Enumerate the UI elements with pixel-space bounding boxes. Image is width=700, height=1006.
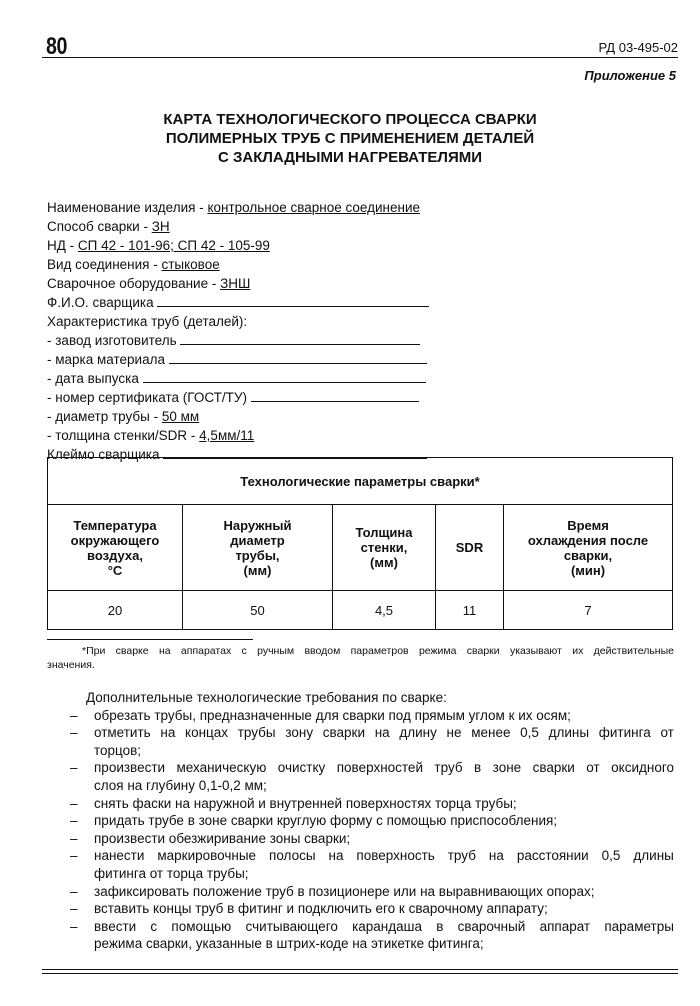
list-item-line: произвести механическую очистку поверхностей труб в зоне сварки от оксидного [94,760,674,776]
certificate-label: - номер сертификата (ГОСТ/ТУ) [47,390,247,405]
form-row-manufacturer [47,331,429,350]
list-item-line: произвести обезжиривание зоны сварки; [94,830,351,846]
method-value: ЗН [151,219,170,234]
list-item-line: вставить концы труб в фитинг и подключить его к сварочному аппарату; [94,901,548,917]
cell-wall-thickness: 4,5 [333,591,436,630]
diameter-label: - диаметр трубы - [47,409,162,424]
header-sdr [436,505,504,591]
nd-label: НД - [47,238,78,253]
footnote-word: *При [82,645,106,657]
header-line: SDR [455,540,484,555]
header-line: Толщина [355,525,413,540]
page-number: 80 [46,33,68,60]
table-row [48,591,673,630]
dash-marker: – [70,901,78,917]
header-line: Время [567,517,609,533]
list-item-line: обрезать трубы, предназначенные для сварки под прямым углом к их осям; [94,707,571,723]
welder-blank-line [157,293,429,307]
form-row-wall-thickness [47,426,429,445]
table-caption: Технологические параметры сварки* [48,458,673,505]
welding-parameters-table [47,457,673,630]
welding-form [47,198,429,464]
list-item-line: режима сварки, указанные в штрих-коде на этикетке фитинга; [94,936,484,952]
bottom-rule [42,969,678,970]
certificate-blank-line [251,388,419,402]
list-item-line: отметить на концах трубы зону сварки на длину не менее 0,5 длины фитинга от [94,725,674,741]
title-line: КАРТА ТЕХНОЛОГИЧЕСКОГО ПРОЦЕССА СВАРКИ [163,111,537,128]
dash-marker: – [70,830,78,846]
list-item [70,918,674,953]
pipe-characteristics-label: Характеристика труб (деталей): [47,314,248,329]
requirements-title: Дополнительные технологические требования по сварке: [86,690,447,705]
material-blank-line [169,350,427,364]
dash-marker: – [70,760,78,776]
dash-marker: – [70,707,78,723]
list-item [70,900,674,918]
form-row-joint [47,255,429,274]
diameter-value: 50 мм [161,409,200,424]
title-line: С ЗАКЛАДНЫМИ НАГРЕВАТЕЛЯМИ [217,149,483,166]
release-date-label: - дата выпуска [47,371,139,386]
dash-marker: – [70,883,78,899]
header-line: (мм) [243,562,272,578]
list-item [70,847,674,882]
header-line: стенки, [360,540,408,555]
header-line: окружающего [70,532,160,548]
list-item [70,707,674,725]
list-item-line: нанести маркировочные полосы на поверхность труб на расстоянии 0,5 длины [94,848,674,864]
stamp-label: Клеймо сварщика [47,447,160,462]
cell-outer-diameter: 50 [183,591,333,630]
header-rule [42,57,678,58]
list-item-line: зафиксировать положение труб в позиционере или на выравнивающих опорах; [94,883,595,899]
header-line: воздуха, [87,547,143,563]
list-item-line: снять фаски на наружной и внутренней поверхностях торца трубы; [94,795,517,811]
footnote-word: сварки [466,645,500,657]
form-row-diameter [47,407,429,426]
table-header-row [48,505,673,591]
wall-thickness-value: 4,5мм/11 [199,428,255,443]
header-line: сварки, [563,547,613,563]
footnote-word: действительные [593,645,674,657]
list-item-line: фитинга от торца трубы; [94,865,249,881]
product-label: Наименование изделия - [47,200,208,215]
header-wall-thickness [333,505,436,591]
header-line: (мин) [570,562,606,578]
header-outer-diameter [183,505,333,591]
form-row-release-date [47,369,429,388]
footnote-word: с [241,645,247,657]
list-item [70,812,674,830]
footnote-word: аппаратах [180,645,232,657]
material-label: - марка материала [47,352,165,367]
joint-value: стыковое [161,257,220,272]
header-line: Наружный [223,517,292,533]
manufacturer-label: - завод изготовитель [47,333,177,348]
wall-thickness-label: - толщина стенки/SDR - [47,428,200,443]
requirements-section [70,689,674,953]
release-date-blank-line [143,369,426,383]
footnote-word: вводом [304,645,341,657]
cell-cooling-time: 7 [504,591,673,630]
list-item-line: придать трубе в зоне сварки круглую форму с помощью приспособления; [94,813,558,829]
form-row-product [47,198,429,217]
dash-marker: – [70,848,78,864]
list-item [70,724,674,759]
footnote-word: указывают [509,645,562,657]
footnote-line [47,644,674,658]
header-line: (мм) [370,555,398,570]
list-item-line: торцов; [94,742,142,758]
footnote [47,644,674,672]
form-row-welder [47,293,429,312]
list-item [70,759,674,794]
equipment-label: Сварочное оборудование - [47,276,221,291]
header-temperature [48,505,183,591]
header-line: Температура [73,517,157,533]
footnote-word: параметров [350,645,409,657]
dash-marker: – [70,918,78,934]
list-item-line: слоя на глубину 0,1-0,2 мм; [94,777,267,793]
bottom-rule [42,973,678,974]
footnote-line: значения. [47,659,95,671]
footnote-word: сварке [115,645,149,657]
cell-temperature: 20 [48,591,183,630]
form-row-material [47,350,429,369]
cell-sdr: 11 [436,591,504,630]
form-row-nd [47,236,429,255]
product-value: контрольное сварное соединение [207,200,421,215]
form-row-equipment [47,274,429,293]
equipment-value: ЗНШ [220,276,251,291]
footnote-rule [47,639,253,640]
header-line: охлаждения после [527,532,649,548]
title-line: ПОЛИМЕРНЫХ ТРУБ С ПРИМЕНЕНИЕМ ДЕТАЛЕЙ [165,130,535,147]
document-title [80,110,620,167]
header-cooling-time [504,505,673,591]
method-label: Способ сварки - [47,219,152,234]
manufacturer-blank-line [180,331,420,345]
page-header [42,30,678,60]
document-code: РД 03-495-02 [598,40,678,55]
form-row-certificate [47,388,429,407]
footnote-word: на [158,645,171,657]
form-row-method [47,217,429,236]
footnote-word: их [572,645,584,657]
dash-marker: – [70,813,78,829]
form-row-pipe-characteristics [47,312,429,331]
joint-label: Вид соединения - [47,257,162,272]
requirements-list [70,707,674,953]
nd-value: СП 42 - 101-96; СП 42 - 105-99 [77,238,270,253]
header-line: трубы, [235,547,280,563]
list-item [70,795,674,813]
list-item-line: ввести с помощью считывающего карандаша в сварочный аппарат параметры [94,918,674,934]
appendix-label: Приложение 5 [584,68,676,83]
list-item [70,883,674,901]
header-line: диаметр [230,532,285,548]
welder-label: Ф.И.О. сварщика [47,295,154,310]
footnote-word: ручным [257,645,295,657]
list-item [70,830,674,848]
header-line: °С [107,562,123,578]
dash-marker: – [70,795,78,811]
dash-marker: – [70,725,78,741]
footnote-word: режима [418,645,457,657]
